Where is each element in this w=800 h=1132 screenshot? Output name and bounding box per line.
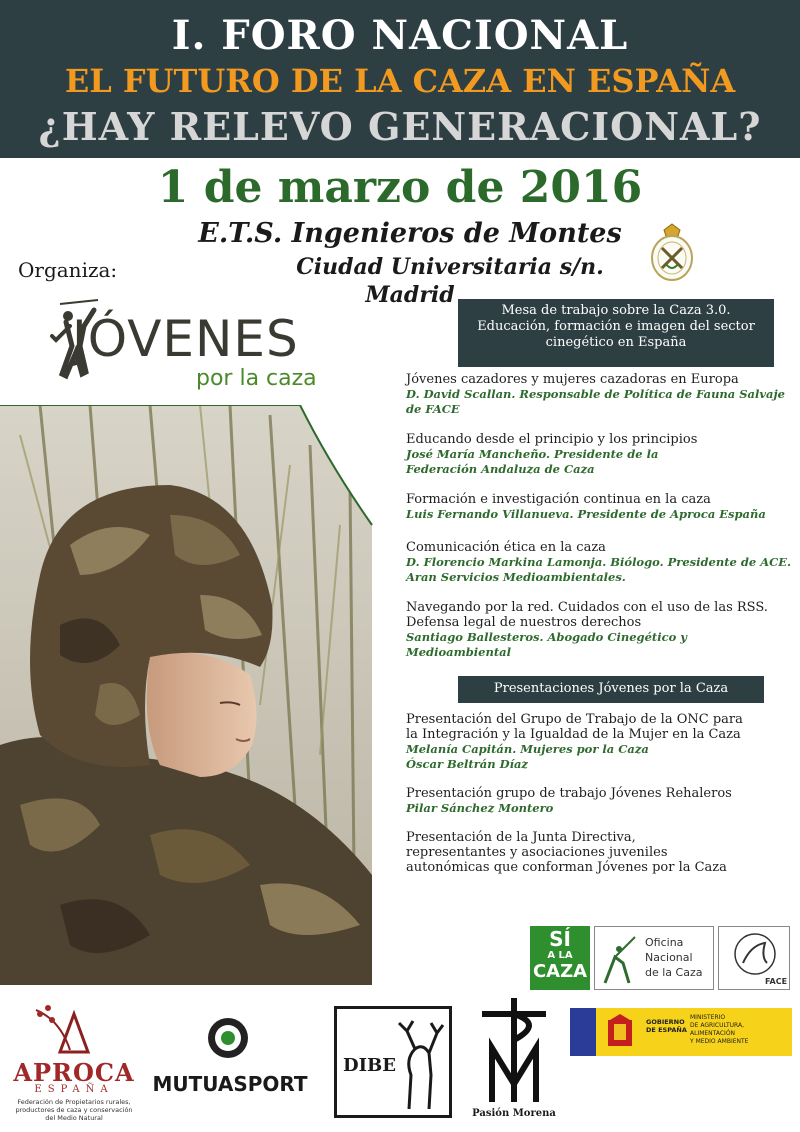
- presentacion-speaker: Melanía Capitán. Mujeres por la Caza: [406, 742, 649, 756]
- aproca-logo: [6, 1000, 142, 1128]
- mesa-title-box: [458, 299, 774, 367]
- presentacion-title-2: la Integración y la Igualdad de la Mujer en la Caza: [406, 727, 741, 742]
- aproca-desc-2: productores de caza y conservación: [15, 1106, 133, 1114]
- face-label: FACE: [765, 977, 788, 986]
- presentaciones-title: Presentaciones Jóvenes por la Caza: [493, 681, 729, 696]
- dibe-logo: [334, 1006, 452, 1118]
- aproca-desc-3: del Medio Natural: [45, 1114, 103, 1122]
- mesa-item: [406, 372, 796, 417]
- forum-subtitle: EL FUTURO DE LA CAZA EN ESPAÑA: [64, 62, 736, 100]
- mesa-item-speaker: Aran Servicios Medioambientales.: [406, 570, 626, 584]
- ministerio-line1: MINISTERIO: [690, 1014, 726, 1021]
- face-emblem-icon: [731, 931, 779, 977]
- gobierno-line1: GOBIERNO: [646, 1018, 685, 1026]
- hunter-portrait-photo: [0, 405, 420, 985]
- mesa-item: [406, 432, 796, 477]
- presentacion-item: [406, 712, 796, 772]
- mesa-item-speaker: Medioambiental: [406, 645, 511, 659]
- event-date: 1 de marzo de 2016: [157, 162, 643, 213]
- si-logo-line2: A LA: [547, 950, 573, 961]
- event-city: Madrid: [365, 282, 455, 308]
- onc-line3: de la Caza: [645, 966, 703, 979]
- mesa-item-speaker: Federación Andaluza de Caza: [406, 462, 595, 476]
- face-logo: [718, 926, 790, 990]
- si-logo-line1: SÍ: [549, 927, 571, 951]
- dibe-name: DIBE: [343, 1055, 396, 1076]
- presentacion-title: Presentación grupo de trabajo Jóvenes Rehaleros: [406, 786, 732, 801]
- header-banner: [0, 0, 800, 158]
- mesa-item-speaker: de FACE: [406, 402, 460, 416]
- presentacion-speaker: Pilar Sánchez Montero: [406, 801, 554, 815]
- coat-of-arms-icon: [600, 1012, 640, 1052]
- mesa-item-speaker: D. David Scallan. Responsable de Política de Fauna Salvaje: [406, 387, 785, 401]
- eu-flag-icon: [570, 1008, 596, 1056]
- mutuasport-logo: [140, 1016, 320, 1100]
- mesa-title-line2: Educación, formación e imagen del sector: [477, 319, 755, 334]
- event-venue: E.T.S. Ingenieros de Montes: [198, 218, 622, 249]
- onc-line1: Oficina: [645, 936, 684, 949]
- organizer-logo-sub: por la caza: [196, 366, 317, 391]
- mesa-item-title-2: Defensa legal de nuestros derechos: [406, 615, 642, 630]
- presentacion-item: [406, 786, 796, 816]
- mesa-item-title: Comunicación ética en la caza: [406, 540, 606, 555]
- aproca-name: APROCA: [13, 1058, 135, 1087]
- target-icon: [206, 1016, 250, 1060]
- mesa-item-title: Formación e investigación continua en la caza: [406, 492, 711, 507]
- onc-line2: Nacional: [645, 951, 693, 964]
- aproca-country: ESPAÑA: [34, 1084, 114, 1095]
- gobierno-ministerio-logo: [570, 1008, 792, 1056]
- mutuasport-name: MUTUASPORT: [152, 1072, 308, 1096]
- presentacion-title-2: representantes y asociaciones juveniles: [406, 845, 668, 860]
- presentacion-item: [406, 830, 796, 875]
- pasion-morena-name: Pasión Morena: [472, 1108, 556, 1119]
- mesa-title-line1: Mesa de trabajo sobre la Caza 3.0.: [501, 303, 731, 318]
- onc-logo: [594, 926, 714, 990]
- crest-icon: [644, 222, 700, 284]
- si-logo-line3: CAZA: [532, 961, 588, 982]
- organizer-logo-name: JÓVENES: [72, 310, 299, 368]
- presentacion-title: Presentación de la Junta Directiva,: [406, 830, 636, 845]
- presentaciones-title-box: [458, 676, 764, 703]
- ministerio-line3: Y MEDIO AMBIENTE: [690, 1038, 749, 1045]
- presentacion-speaker: Óscar Beltrán Díaz: [406, 757, 528, 771]
- presentacion-title: Presentación del Grupo de Trabajo de la ONC para: [406, 712, 743, 727]
- pasion-morena-logo: [466, 994, 562, 1126]
- mesa-item: [406, 600, 796, 660]
- mesa-item: [406, 540, 796, 585]
- pm-monogram-icon: [474, 994, 554, 1106]
- ministerio-line2: DE AGRICULTURA, ALIMENTACIÓN: [690, 1022, 744, 1037]
- si-a-la-caza-logo: [530, 926, 590, 990]
- aproca-desc-1: Federación de Propietarios rurales,: [17, 1098, 131, 1106]
- gobierno-line2: DE ESPAÑA: [646, 1026, 687, 1034]
- organiza-label: Organiza:: [18, 258, 118, 282]
- aproca-branch-icon: [30, 1000, 100, 1060]
- mesa-item-speaker: Santiago Ballesteros. Abogado Cinegético y: [406, 630, 687, 644]
- mesa-item-speaker: José María Mancheño. Presidente de la: [406, 447, 659, 461]
- onc-hunter-icon: [599, 933, 639, 985]
- presentacion-title-3: autonómicas que conforman Jóvenes por la Caza: [406, 860, 727, 875]
- mesa-title-line3: cinegético en España: [545, 335, 687, 350]
- mesa-item-speaker: Luis Fernando Villanueva. Presidente de Aproca España: [406, 507, 766, 521]
- mesa-item-title: Jóvenes cazadores y mujeres cazadoras en Europa: [406, 372, 739, 387]
- event-address: Ciudad Universitaria s/n.: [296, 254, 604, 280]
- mesa-item-title: Educando desde el principio y los principios: [406, 432, 698, 447]
- forum-question: ¿HAY RELEVO GENERACIONAL?: [38, 104, 762, 149]
- mesa-item: [406, 492, 796, 522]
- mesa-item-speaker: D. Florencio Markina Lamonja. Biólogo. Presidente de ACE.: [406, 555, 792, 569]
- forum-title: I. FORO NACIONAL: [171, 12, 629, 59]
- mesa-item-title: Navegando por la red. Cuidados con el uso de las RSS.: [406, 600, 768, 615]
